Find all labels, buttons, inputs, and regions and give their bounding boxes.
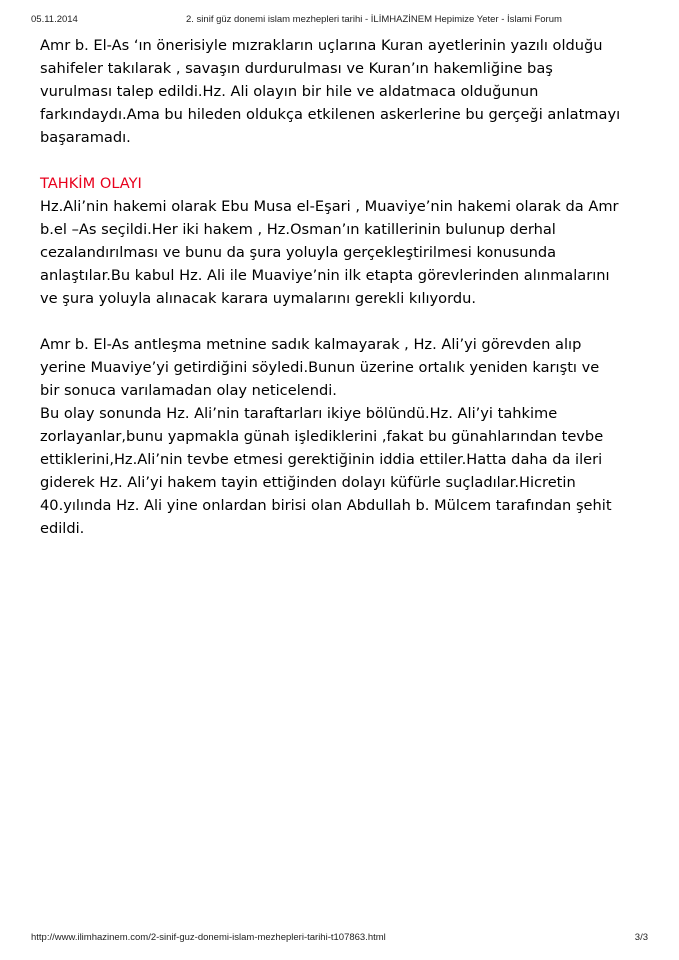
- text-line: Hz.Ali’nin hakemi olarak Ebu Musa el-Eşari , Muaviye’nin hakemi olarak da Amr: [40, 198, 619, 215]
- text-line: zorlayanlar,bunu yapmakla günah işlediklerini ,fakat bu günahlarından tevbe: [40, 428, 604, 445]
- text-line: giderek Hz. Ali’yi hakem tayin ettiğinden dolayı küfürle suçladılar.Hicretin: [40, 474, 576, 491]
- section-heading: TAHKİM OLAYI: [40, 175, 142, 192]
- print-footer: [31, 932, 648, 946]
- print-header: [31, 14, 648, 28]
- text-line: 40.yılında Hz. Ali yine onlardan birisi olan Abdullah b. Mülcem tarafından şehit: [40, 497, 612, 514]
- text-line: Bu olay sonunda Hz. Ali’nin taraftarları ikiye bölündü.Hz. Ali’yi tahkime: [40, 405, 558, 422]
- page-number: 3/3: [634, 932, 648, 943]
- text-line: edildi.: [40, 520, 85, 537]
- text-line: b.el –As seçildi.Her iki hakem , Hz.Osman’ın katillerinin bulunup derhal: [40, 221, 556, 238]
- text-line: Amr b. El-As ‘ın önerisiyle mızrakların uçlarına Kuran ayetlerinin yazılı olduğu: [40, 37, 603, 54]
- closing-paragraph: [40, 333, 650, 540]
- text-line: sahifeler takılarak , savaşın durdurulması ve Kuran’ın hakemliğine baş: [40, 60, 553, 77]
- tahkim-section: [40, 172, 650, 310]
- print-date: 05.11.2014: [31, 14, 78, 25]
- text-line: bir sonuca varılamadan olay neticelendi.: [40, 382, 337, 399]
- text-line: Amr b. El-As antleşma metnine sadık kalmayarak , Hz. Ali’yi görevden alıp: [40, 336, 582, 353]
- text-line: anlaştılar.Bu kabul Hz. Ali ile Muaviye’nin ilk etapta görevlerinden alınmalarını: [40, 267, 610, 284]
- text-line: yerine Muaviye’yi getirdiğini söyledi.Bunun üzerine ortalık yeniden karıştı ve: [40, 359, 600, 376]
- intro-paragraph: [40, 34, 650, 149]
- text-line: ettiklerini,Hz.Ali’nin tevbe etmesi gerektiğinin iddia ettiler.Hatta daha da ileri: [40, 451, 603, 468]
- page-url: http://www.ilimhazinem.com/2-sinif-guz-donemi-islam-mezhepleri-tarihi-t107863.html: [31, 932, 386, 943]
- text-line: vurulması talep edildi.Hz. Ali olayın bir hile ve aldatmaca olduğunun: [40, 83, 539, 100]
- text-line: başaramadı.: [40, 129, 131, 146]
- text-line: cezalandırılması ve bunu da şura yoluyla gerçekleştirilmesi konusunda: [40, 244, 557, 261]
- text-line: ve şura yoluyla alınacak karara uymalarını gerekli kılıyordu.: [40, 290, 477, 307]
- text-line: farkındaydı.Ama bu hileden oldukça etkilenen askerlerine bu gerçeği anlatmayı: [40, 106, 621, 123]
- print-page-title: 2. sinif güz donemi islam mezhepleri tarihi - İLİMHAZİNEM Hepimize Yeter - İslami Forum: [186, 14, 562, 25]
- article-content: [40, 34, 650, 563]
